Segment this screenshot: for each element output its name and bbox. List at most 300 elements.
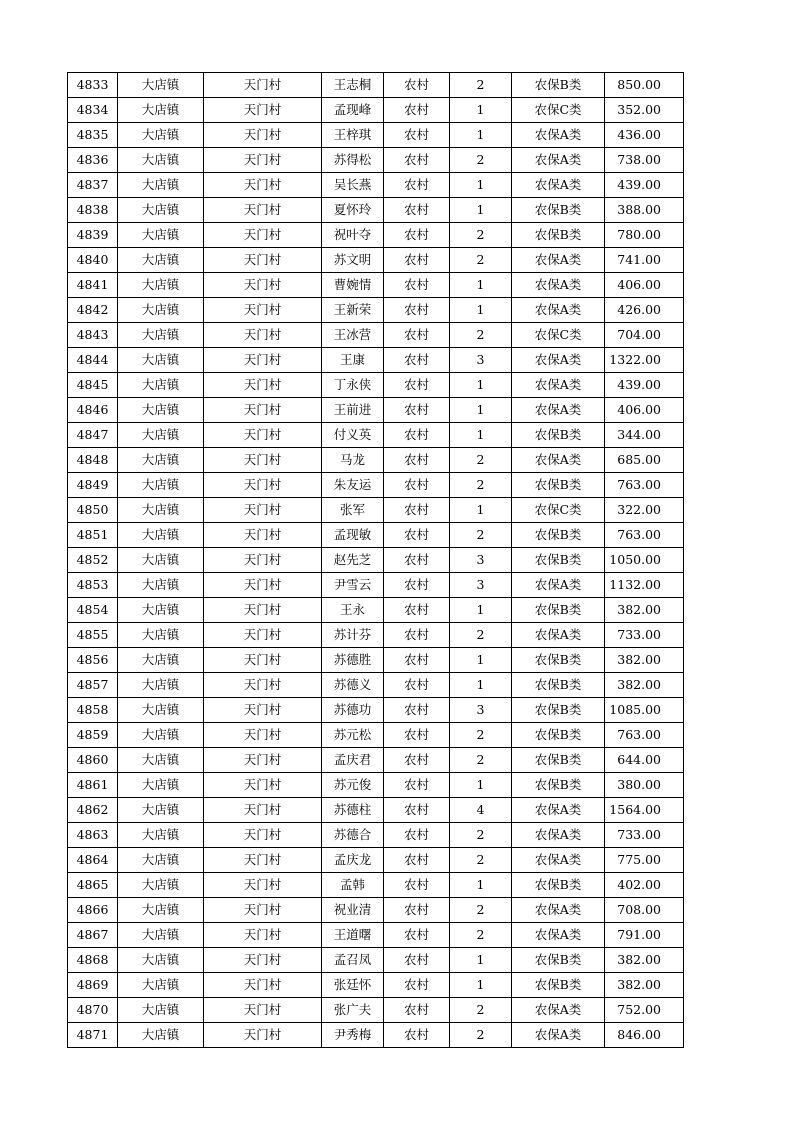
cell-serial: 4871 [68,1023,118,1048]
cell-serial: 4846 [68,398,118,423]
cell-town: 大店镇 [118,998,204,1023]
cell-category: 农保B类 [512,873,605,898]
cell-area: 农村 [384,823,450,848]
cell-amount: 733.00 [605,823,684,848]
cell-amount: 1132.00 [605,573,684,598]
cell-serial: 4842 [68,298,118,323]
cell-serial: 4863 [68,823,118,848]
cell-village: 天门村 [204,598,322,623]
cell-amount: 382.00 [605,648,684,673]
cell-name: 尹雪云 [322,573,384,598]
cell-village: 天门村 [204,723,322,748]
table-row [68,848,684,873]
cell-persons: 4 [450,798,512,823]
table-row [68,873,684,898]
cell-area: 农村 [384,148,450,173]
cell-serial: 4854 [68,598,118,623]
table-row [68,98,684,123]
table-row [68,923,684,948]
cell-persons: 1 [450,773,512,798]
cell-area: 农村 [384,923,450,948]
cell-area: 农村 [384,873,450,898]
cell-area: 农村 [384,448,450,473]
cell-town: 大店镇 [118,923,204,948]
cell-serial: 4849 [68,473,118,498]
cell-area: 农村 [384,398,450,423]
cell-name: 祝叶夺 [322,223,384,248]
cell-name: 王康 [322,348,384,373]
cell-serial: 4860 [68,748,118,773]
cell-serial: 4837 [68,173,118,198]
table-row [68,823,684,848]
cell-village: 天门村 [204,348,322,373]
cell-area: 农村 [384,123,450,148]
cell-area: 农村 [384,523,450,548]
cell-category: 农保A类 [512,448,605,473]
cell-serial: 4861 [68,773,118,798]
cell-town: 大店镇 [118,448,204,473]
table-row [68,623,684,648]
cell-persons: 3 [450,548,512,573]
cell-village: 天门村 [204,148,322,173]
cell-persons: 2 [450,848,512,873]
cell-town: 大店镇 [118,1023,204,1048]
cell-serial: 4868 [68,948,118,973]
table-row [68,698,684,723]
table-row [68,748,684,773]
table-row [68,573,684,598]
cell-persons: 2 [450,323,512,348]
cell-amount: 1085.00 [605,698,684,723]
table-row [68,123,684,148]
cell-serial: 4838 [68,198,118,223]
cell-category: 农保A类 [512,173,605,198]
cell-amount: 406.00 [605,273,684,298]
cell-area: 农村 [384,698,450,723]
cell-town: 大店镇 [118,98,204,123]
table-row [68,248,684,273]
cell-town: 大店镇 [118,473,204,498]
cell-name: 孟韩 [322,873,384,898]
cell-serial: 4853 [68,573,118,598]
cell-name: 苏得松 [322,148,384,173]
cell-name: 孟庆君 [322,748,384,773]
cell-village: 天门村 [204,748,322,773]
cell-town: 大店镇 [118,73,204,98]
cell-serial: 4845 [68,373,118,398]
cell-village: 天门村 [204,423,322,448]
cell-name: 曹婉情 [322,273,384,298]
cell-category: 农保A类 [512,998,605,1023]
cell-area: 农村 [384,173,450,198]
cell-persons: 1 [450,423,512,448]
table-row [68,773,684,798]
cell-village: 天门村 [204,823,322,848]
cell-category: 农保B类 [512,748,605,773]
cell-area: 农村 [384,748,450,773]
cell-name: 朱友运 [322,473,384,498]
cell-village: 天门村 [204,548,322,573]
cell-village: 天门村 [204,323,322,348]
cell-category: 农保A类 [512,798,605,823]
cell-village: 天门村 [204,948,322,973]
cell-town: 大店镇 [118,948,204,973]
cell-name: 张军 [322,498,384,523]
cell-persons: 2 [450,473,512,498]
cell-area: 农村 [384,323,450,348]
cell-serial: 4850 [68,498,118,523]
cell-serial: 4866 [68,898,118,923]
table-row [68,148,684,173]
cell-persons: 2 [450,148,512,173]
table-row [68,498,684,523]
cell-name: 孟现峰 [322,98,384,123]
cell-village: 天门村 [204,298,322,323]
cell-name: 苏德功 [322,698,384,723]
cell-area: 农村 [384,598,450,623]
cell-town: 大店镇 [118,798,204,823]
cell-area: 农村 [384,673,450,698]
cell-persons: 1 [450,298,512,323]
cell-serial: 4865 [68,873,118,898]
cell-town: 大店镇 [118,323,204,348]
cell-village: 天门村 [204,123,322,148]
cell-area: 农村 [384,948,450,973]
cell-persons: 1 [450,648,512,673]
cell-persons: 3 [450,348,512,373]
cell-town: 大店镇 [118,498,204,523]
cell-amount: 344.00 [605,423,684,448]
cell-amount: 436.00 [605,123,684,148]
cell-town: 大店镇 [118,223,204,248]
cell-name: 张廷怀 [322,973,384,998]
cell-name: 马龙 [322,448,384,473]
cell-name: 王前进 [322,398,384,423]
cell-persons: 1 [450,873,512,898]
cell-town: 大店镇 [118,848,204,873]
cell-serial: 4841 [68,273,118,298]
cell-area: 农村 [384,348,450,373]
cell-category: 农保A类 [512,298,605,323]
cell-category: 农保A类 [512,573,605,598]
cell-town: 大店镇 [118,773,204,798]
cell-village: 天门村 [204,873,322,898]
cell-persons: 2 [450,1023,512,1048]
cell-persons: 1 [450,673,512,698]
cell-category: 农保B类 [512,773,605,798]
table-row [68,898,684,923]
cell-name: 吴长燕 [322,173,384,198]
cell-amount: 380.00 [605,773,684,798]
cell-serial: 4856 [68,648,118,673]
cell-amount: 780.00 [605,223,684,248]
cell-amount: 752.00 [605,998,684,1023]
cell-name: 付义英 [322,423,384,448]
cell-village: 天门村 [204,173,322,198]
cell-town: 大店镇 [118,898,204,923]
cell-area: 农村 [384,198,450,223]
cell-town: 大店镇 [118,423,204,448]
cell-serial: 4859 [68,723,118,748]
cell-town: 大店镇 [118,698,204,723]
cell-persons: 2 [450,448,512,473]
cell-category: 农保A类 [512,273,605,298]
cell-persons: 1 [450,948,512,973]
cell-persons: 2 [450,623,512,648]
cell-category: 农保B类 [512,223,605,248]
cell-town: 大店镇 [118,398,204,423]
cell-town: 大店镇 [118,648,204,673]
cell-amount: 738.00 [605,148,684,173]
cell-village: 天门村 [204,73,322,98]
cell-category: 农保B类 [512,473,605,498]
cell-category: 农保B类 [512,673,605,698]
cell-area: 农村 [384,848,450,873]
cell-amount: 644.00 [605,748,684,773]
cell-category: 农保B类 [512,73,605,98]
cell-category: 农保C类 [512,98,605,123]
cell-amount: 402.00 [605,873,684,898]
cell-amount: 741.00 [605,248,684,273]
cell-town: 大店镇 [118,748,204,773]
cell-town: 大店镇 [118,148,204,173]
cell-town: 大店镇 [118,548,204,573]
cell-category: 农保B类 [512,973,605,998]
cell-area: 农村 [384,973,450,998]
cell-town: 大店镇 [118,973,204,998]
cell-serial: 4857 [68,673,118,698]
cell-village: 天门村 [204,1023,322,1048]
cell-town: 大店镇 [118,873,204,898]
cell-serial: 4855 [68,623,118,648]
cell-town: 大店镇 [118,723,204,748]
cell-amount: 382.00 [605,673,684,698]
cell-category: 农保A类 [512,248,605,273]
cell-village: 天门村 [204,398,322,423]
cell-category: 农保B类 [512,423,605,448]
cell-area: 农村 [384,473,450,498]
table-row [68,998,684,1023]
cell-name: 苏计芬 [322,623,384,648]
cell-name: 丁永侠 [322,373,384,398]
cell-name: 王梓琪 [322,123,384,148]
cell-town: 大店镇 [118,298,204,323]
cell-name: 孟召凤 [322,948,384,973]
cell-persons: 1 [450,973,512,998]
cell-town: 大店镇 [118,173,204,198]
cell-category: 农保A类 [512,823,605,848]
table-row [68,348,684,373]
cell-category: 农保B类 [512,948,605,973]
cell-category: 农保A类 [512,623,605,648]
table-row [68,273,684,298]
cell-category: 农保B类 [512,548,605,573]
cell-serial: 4839 [68,223,118,248]
cell-amount: 1050.00 [605,548,684,573]
cell-area: 农村 [384,298,450,323]
cell-category: 农保A类 [512,848,605,873]
cell-town: 大店镇 [118,373,204,398]
table-row [68,798,684,823]
cell-area: 农村 [384,273,450,298]
cell-persons: 1 [450,173,512,198]
cell-category: 农保A类 [512,398,605,423]
cell-name: 王道曙 [322,923,384,948]
cell-persons: 1 [450,398,512,423]
cell-name: 王志桐 [322,73,384,98]
cell-amount: 775.00 [605,848,684,873]
cell-area: 农村 [384,798,450,823]
table-row [68,373,684,398]
table-row [68,598,684,623]
cell-persons: 2 [450,898,512,923]
table-row [68,423,684,448]
cell-amount: 382.00 [605,948,684,973]
cell-serial: 4835 [68,123,118,148]
cell-serial: 4851 [68,523,118,548]
cell-town: 大店镇 [118,198,204,223]
cell-village: 天门村 [204,373,322,398]
cell-category: 农保B类 [512,648,605,673]
cell-name: 苏文明 [322,248,384,273]
cell-persons: 1 [450,98,512,123]
cell-village: 天门村 [204,898,322,923]
cell-amount: 850.00 [605,73,684,98]
cell-category: 农保B类 [512,598,605,623]
cell-category: 农保B类 [512,198,605,223]
cell-persons: 2 [450,223,512,248]
cell-town: 大店镇 [118,823,204,848]
cell-name: 夏怀玲 [322,198,384,223]
cell-town: 大店镇 [118,573,204,598]
cell-village: 天门村 [204,998,322,1023]
cell-persons: 2 [450,923,512,948]
cell-area: 农村 [384,248,450,273]
cell-category: 农保A类 [512,1023,605,1048]
table-row [68,323,684,348]
cell-amount: 439.00 [605,173,684,198]
cell-serial: 4844 [68,348,118,373]
cell-persons: 1 [450,373,512,398]
cell-serial: 4840 [68,248,118,273]
cell-category: 农保B类 [512,523,605,548]
cell-serial: 4870 [68,998,118,1023]
cell-serial: 4836 [68,148,118,173]
cell-village: 天门村 [204,648,322,673]
cell-amount: 352.00 [605,98,684,123]
cell-amount: 763.00 [605,473,684,498]
table-row [68,1023,684,1048]
cell-category: 农保B类 [512,698,605,723]
cell-amount: 733.00 [605,623,684,648]
cell-name: 王永 [322,598,384,623]
cell-area: 农村 [384,648,450,673]
cell-area: 农村 [384,773,450,798]
cell-amount: 1322.00 [605,348,684,373]
cell-town: 大店镇 [118,248,204,273]
cell-amount: 763.00 [605,723,684,748]
cell-persons: 1 [450,273,512,298]
cell-village: 天门村 [204,448,322,473]
cell-area: 农村 [384,898,450,923]
table-row [68,548,684,573]
cell-area: 农村 [384,623,450,648]
cell-name: 苏元松 [322,723,384,748]
cell-persons: 2 [450,998,512,1023]
cell-category: 农保C类 [512,498,605,523]
cell-persons: 1 [450,498,512,523]
table-row [68,173,684,198]
cell-village: 天门村 [204,273,322,298]
cell-category: 农保A类 [512,898,605,923]
cell-village: 天门村 [204,523,322,548]
cell-village: 天门村 [204,773,322,798]
cell-persons: 1 [450,123,512,148]
roster-table [67,72,684,1048]
cell-serial: 4852 [68,548,118,573]
cell-village: 天门村 [204,473,322,498]
cell-persons: 1 [450,198,512,223]
cell-serial: 4833 [68,73,118,98]
cell-serial: 4843 [68,323,118,348]
cell-area: 农村 [384,73,450,98]
cell-persons: 2 [450,723,512,748]
table-row [68,973,684,998]
table-row [68,948,684,973]
table-row [68,523,684,548]
cell-name: 赵先芝 [322,548,384,573]
cell-name: 苏德合 [322,823,384,848]
cell-name: 苏德胜 [322,648,384,673]
cell-amount: 388.00 [605,198,684,223]
table-row [68,198,684,223]
cell-town: 大店镇 [118,123,204,148]
cell-town: 大店镇 [118,673,204,698]
cell-area: 农村 [384,98,450,123]
cell-serial: 4869 [68,973,118,998]
cell-name: 苏德义 [322,673,384,698]
cell-area: 农村 [384,498,450,523]
cell-persons: 3 [450,573,512,598]
cell-serial: 4867 [68,923,118,948]
cell-category: 农保B类 [512,723,605,748]
cell-area: 农村 [384,723,450,748]
cell-amount: 1564.00 [605,798,684,823]
cell-category: 农保A类 [512,123,605,148]
cell-area: 农村 [384,998,450,1023]
cell-area: 农村 [384,573,450,598]
cell-persons: 3 [450,698,512,723]
cell-serial: 4848 [68,448,118,473]
cell-name: 孟现敏 [322,523,384,548]
cell-amount: 685.00 [605,448,684,473]
cell-category: 农保A类 [512,923,605,948]
cell-area: 农村 [384,1023,450,1048]
cell-category: 农保A类 [512,348,605,373]
table-row [68,648,684,673]
cell-village: 天门村 [204,673,322,698]
cell-town: 大店镇 [118,273,204,298]
table-row [68,723,684,748]
cell-town: 大店镇 [118,523,204,548]
cell-category: 农保A类 [512,148,605,173]
cell-village: 天门村 [204,923,322,948]
cell-amount: 763.00 [605,523,684,548]
cell-village: 天门村 [204,623,322,648]
cell-village: 天门村 [204,698,322,723]
cell-name: 王新荣 [322,298,384,323]
cell-serial: 4834 [68,98,118,123]
